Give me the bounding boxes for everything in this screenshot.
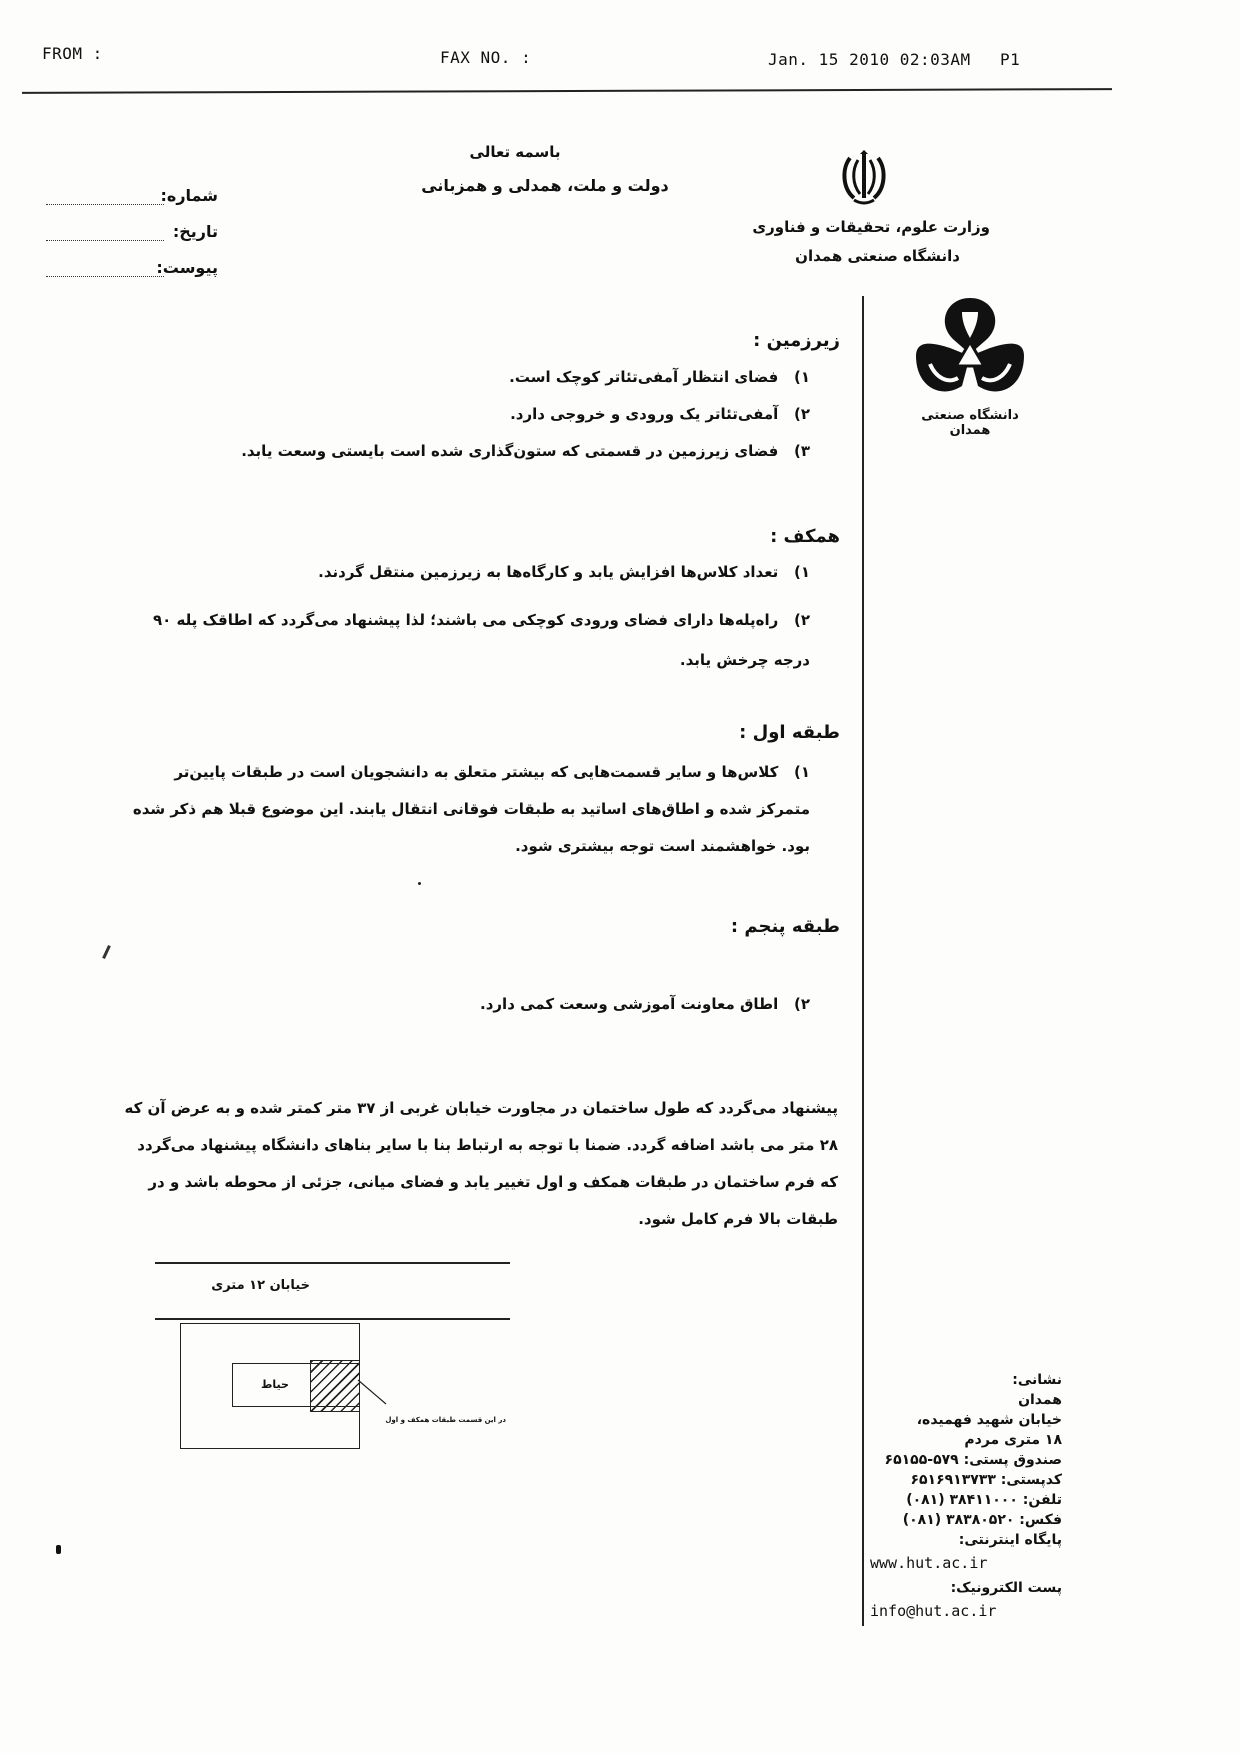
basmala: باسمه تعالی [469, 143, 561, 161]
item-number: ۲) [793, 611, 810, 629]
iran-emblem-icon [840, 150, 888, 206]
sketch-hatched-area [310, 1360, 360, 1412]
section-fifth-item-2 [200, 995, 810, 1013]
sketch-box-label: حیاط [261, 1378, 289, 1391]
motto: دولت و ملت، همدلی و همزبانی [421, 176, 669, 195]
item-number: ۱) [793, 563, 810, 581]
email-link[interactable]: info@hut.ac.ir [870, 1602, 997, 1620]
scan-speck [56, 1545, 61, 1554]
logo-caption: دانشگاه صنعتی همدان [921, 408, 1019, 438]
address-email-label: پست الکترونیک: [950, 1580, 1062, 1596]
item-text: آمفی‌تئاتر یک ورودی و خروجی دارد. [510, 405, 779, 423]
address-street: خیابان شهید فهمیده، [916, 1412, 1062, 1428]
sketch-street-line [155, 1318, 510, 1320]
meta-number-field[interactable] [46, 192, 164, 205]
item-number: ۳) [793, 442, 810, 460]
scan-speck [102, 945, 111, 959]
item-number: ۲) [793, 405, 810, 423]
sketch-top-line [155, 1262, 510, 1264]
item-text: فضای زیرزمین در قسمتی که ستون‌گذاری شده است بایستی وسعت یابد. [241, 442, 779, 460]
sketch-leader-line [356, 1378, 390, 1408]
section-ground-item-2 [150, 600, 810, 680]
item-text: تعداد کلاس‌ها افزایش یابد و کارگاه‌ها به زیرزمین منتقل گردند. [318, 563, 779, 581]
university-trefoil-logo-icon [910, 290, 1030, 405]
item-text: راه‌پله‌ها دارای فضای ورودی کوچکی می باشند؛ لذا پیشنهاد می‌گردد که اطاقک پله ۹۰ درجه چرخش یابد. [152, 611, 810, 669]
fax-number: FAX NO. : [440, 48, 532, 67]
item-number: ۱) [793, 368, 810, 386]
fax-from: FROM : [42, 44, 103, 63]
margin-divider [862, 296, 864, 1626]
meta-date-label: تاریخ: [172, 222, 218, 241]
website-link[interactable]: www.hut.ac.ir [870, 1554, 988, 1572]
scan-speck [418, 882, 421, 885]
fax-header-rule [22, 88, 1112, 94]
section-title-ground-floor: همکف : [770, 526, 840, 547]
address-title: نشانی: [1012, 1372, 1062, 1388]
item-text: کلاس‌ها و سایر قسمت‌هایی که بیشتر متعلق به دانشجویان است در طبقات پایین‌تر متمرکز شده و اطاق‌های اساتید به طبقات فوقانی انتقال یابند. این موضوع قبلا هم ذکر شده بود. خواهشمند است توجه بیشتری شود. [132, 763, 810, 855]
section-first-item-1 [120, 754, 810, 865]
sketch-street-label: خیابان ۱۲ متری [211, 1278, 310, 1293]
item-number: ۱) [793, 763, 810, 781]
meta-number-label: شماره: [160, 186, 218, 205]
meta-attachment-label: پیوست: [156, 258, 218, 277]
address-phone: تلفن: ۳۸۴۱۱۰۰۰ (۰۸۱) [906, 1492, 1062, 1508]
meta-attachment-field[interactable] [46, 264, 164, 277]
address-city: همدان [1018, 1392, 1062, 1408]
section-basement-item-3 [200, 442, 810, 460]
meta-date-field[interactable] [46, 228, 164, 241]
section-basement-item-2 [200, 405, 810, 423]
section-ground-item-1 [200, 563, 810, 581]
fax-page: P1 [1000, 50, 1021, 69]
section-title-first-floor: طبقه اول : [739, 722, 840, 743]
item-text: فضای انتظار آمفی‌تئاتر کوچک است. [509, 368, 779, 386]
address-pobox: صندوق پستی: ۵۷۹-۶۵۱۵۵ [884, 1452, 1062, 1468]
sketch-note: در این قسمت طبقات همکف و اول [385, 1416, 506, 1424]
address-fax: فکس: ۳۸۳۸۰۵۲۰ (۰۸۱) [902, 1512, 1062, 1528]
address-postal: کدپستی: ۶۵۱۶۹۱۳۷۳۳ [910, 1472, 1062, 1488]
item-number: ۲) [793, 995, 810, 1013]
section-title-fifth-floor: طبقه پنجم : [730, 916, 840, 937]
section-title-basement: زیرزمین : [753, 330, 840, 351]
address-alley: ۱۸ متری مردم [964, 1432, 1062, 1448]
fax-date-time: Jan. 15 2010 02:03AM [768, 50, 971, 69]
item-text: اطاق معاونت آموزشی وسعت کمی دارد. [480, 995, 779, 1013]
section-basement-item-1 [200, 368, 810, 386]
ministry-name: وزارت علوم، تحقیقات و فناوری [752, 218, 990, 236]
closing-paragraph: پیشنهاد می‌گردد که طول ساختمان در مجاورت خیابان غربی از ۳۷ متر کمتر شده و به عرض آن که ۲۸ متر می باشد اضافه گردد. ضمنا با توجه به ارتباط بنا با سایر بناهای دانشگاه پیشنهاد می‌گردد که فرم ساختمان در طبقات همکف و اول تغییر یابد و فضای میانی، جزئی از محوطه باشد و در طبقات بالا فرم کامل شود. [124, 1099, 838, 1228]
address-block [866, 1370, 1062, 1620]
address-web-label: پایگاه اینترنتی: [958, 1532, 1062, 1548]
university-name: دانشگاه صنعتی همدان [795, 247, 960, 265]
